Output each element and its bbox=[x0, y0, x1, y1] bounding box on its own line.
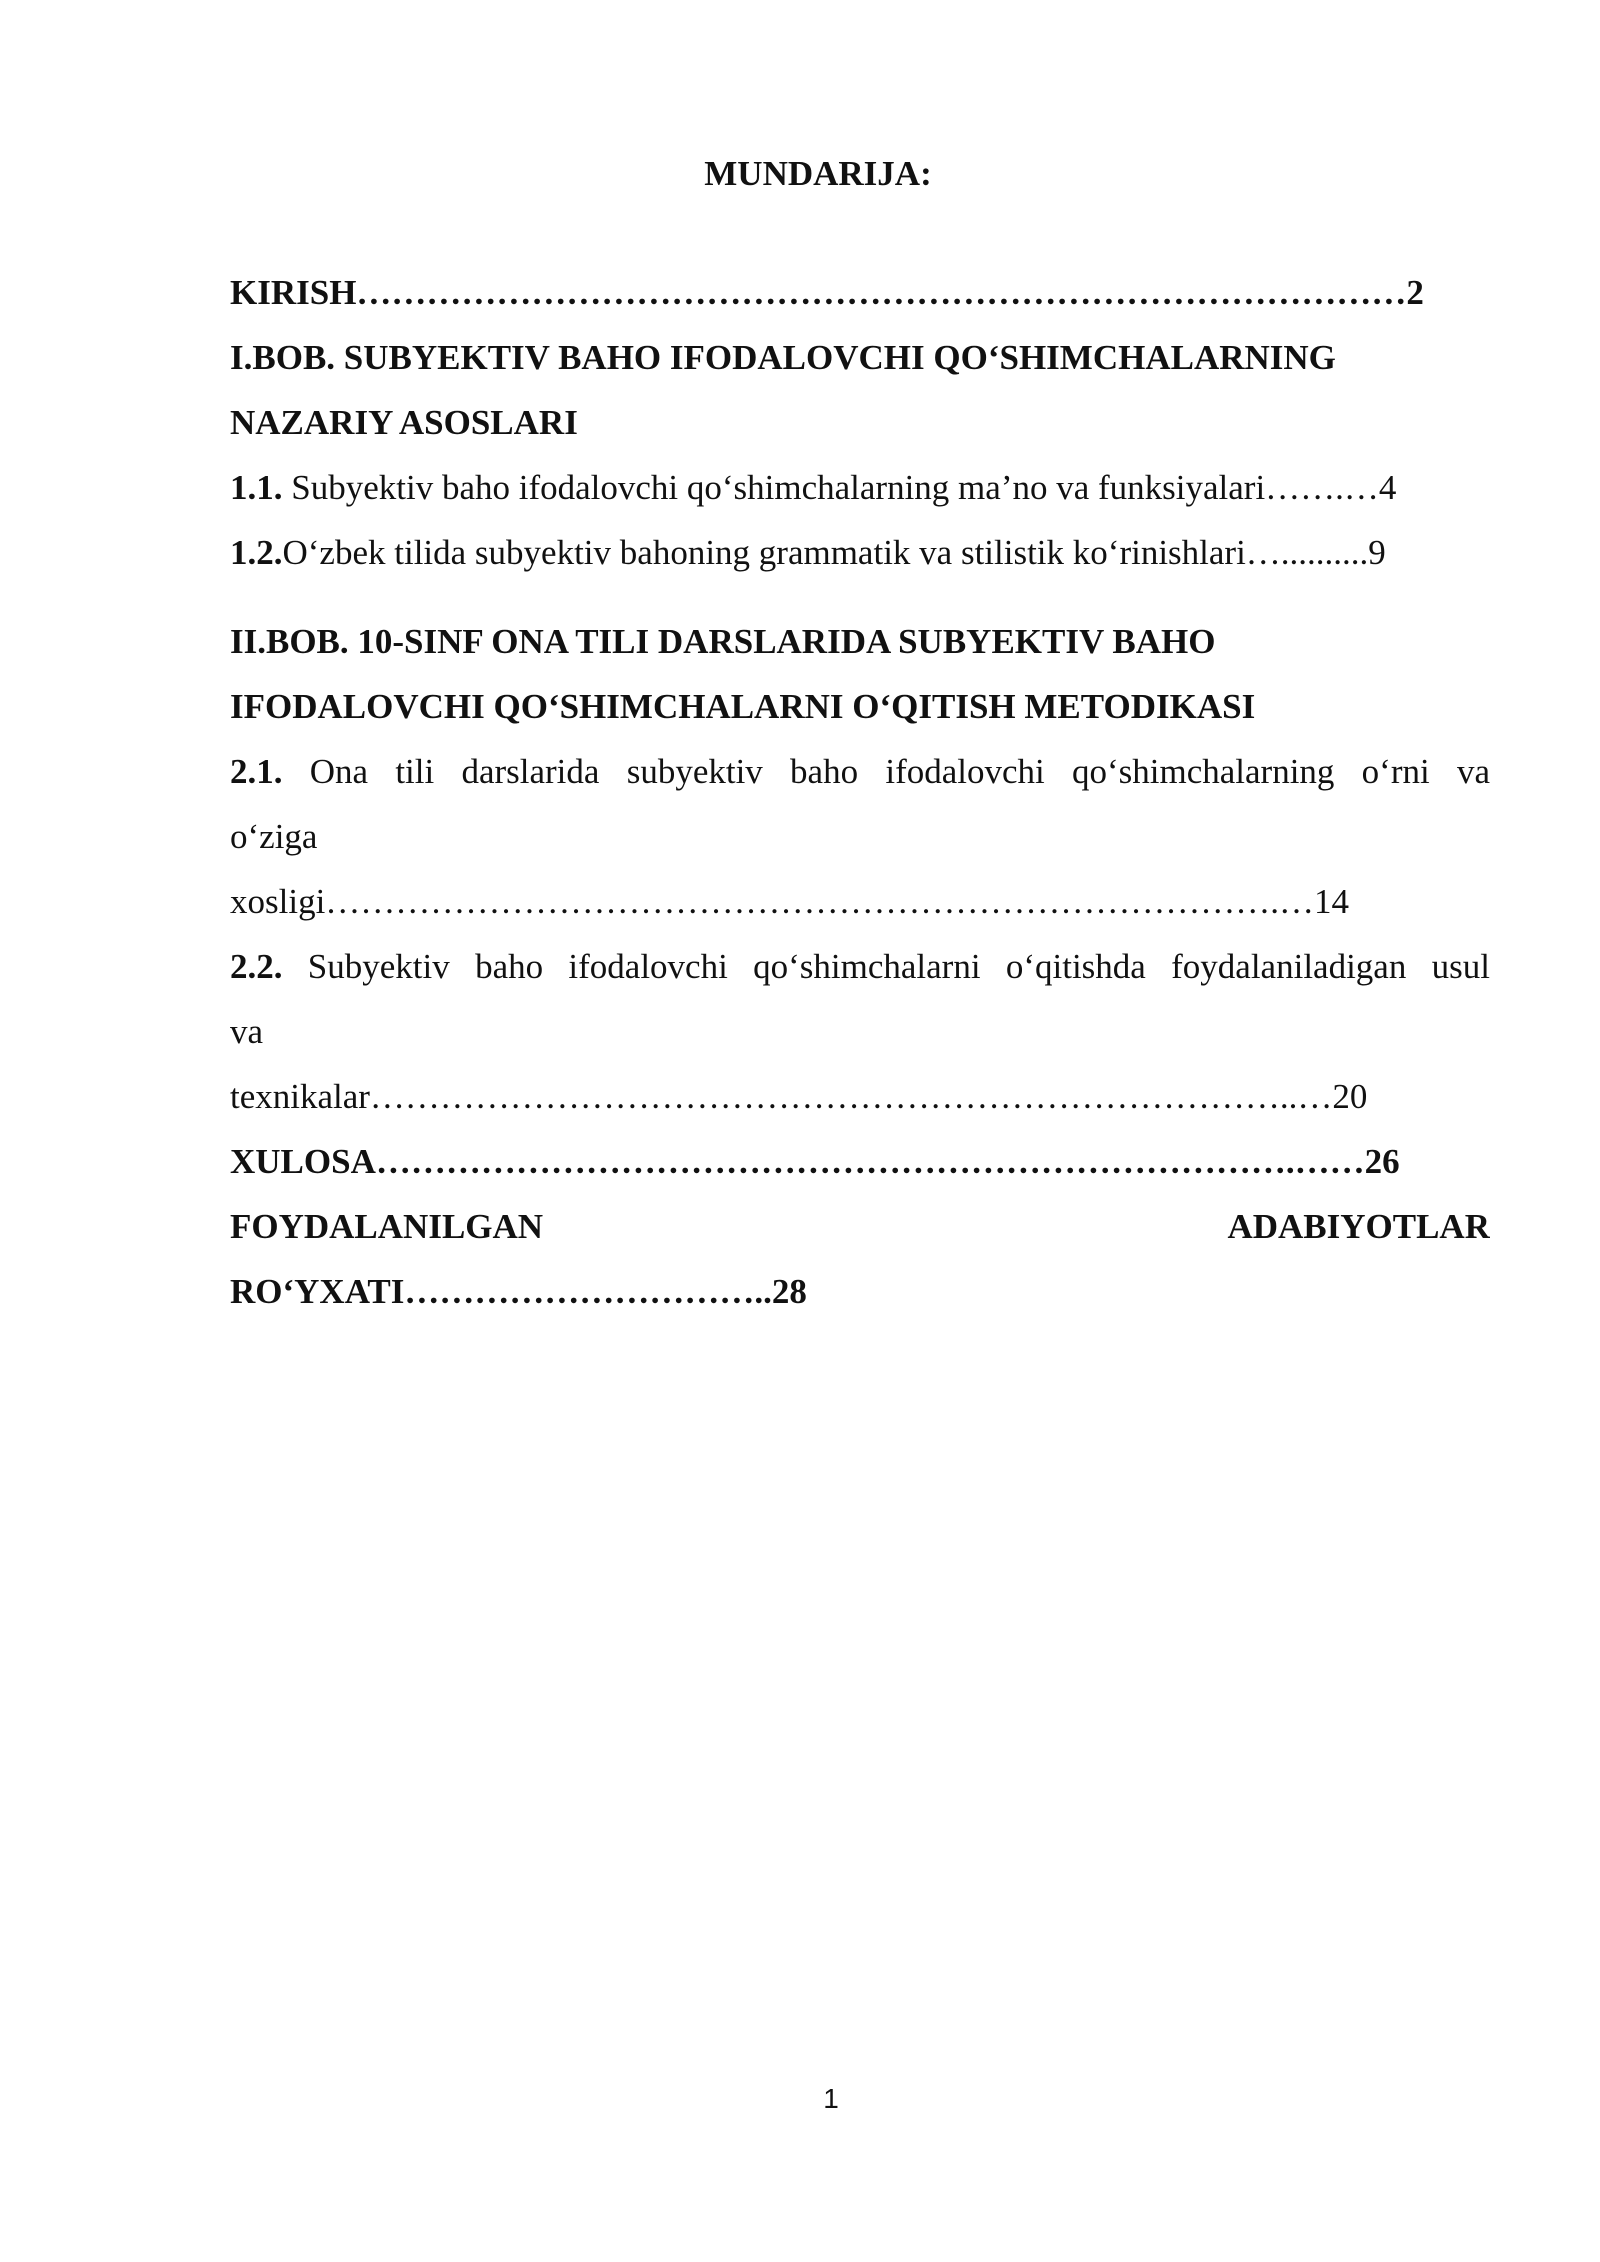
section-title: Subyektiv baho ifodalovchi qo‘shimchalarni o‘qitishda foydalaniladigan usul bbox=[282, 947, 1490, 986]
page-number: 1 bbox=[823, 2083, 839, 2114]
toc-word: ADABIYOTLAR bbox=[1227, 1207, 1490, 1246]
toc-section-2-1-cont: o‘ziga bbox=[230, 817, 318, 856]
section-number: 2.1. bbox=[230, 752, 283, 791]
section-number: 1.1. bbox=[230, 468, 283, 507]
toc-entry-adabiyotlar bbox=[230, 1194, 1490, 1259]
toc-section-2-1-page: xosligi……………………………………………………………………….…14 bbox=[230, 882, 1350, 921]
spacer bbox=[230, 585, 1490, 609]
table-of-contents bbox=[230, 260, 1490, 1324]
section-number: 2.2. bbox=[230, 947, 283, 986]
toc-section-2-1 bbox=[230, 739, 1490, 804]
toc-entry-kirish: KIRISH………………………………………………………………………………2 bbox=[230, 273, 1424, 312]
toc-chapter-2-heading-cont: IFODALOVCHI QO‘SHIMCHALARNI O‘QITISH METODIKASI bbox=[230, 687, 1256, 726]
toc-chapter-1-heading: I.BOB. SUBYEKTIV BAHO IFODALOVCHI QO‘SHIMCHALARNING bbox=[230, 338, 1336, 377]
toc-chapter-2-heading: II.BOB. 10-SINF ONA TILI DARSLARIDA SUBYEKTIV BAHO bbox=[230, 622, 1216, 661]
section-title: Subyektiv baho ifodalovchi qo‘shimchalarning ma’no va funksiyalari…….…4 bbox=[282, 468, 1397, 507]
section-title: Ona tili darslarida subyektiv baho ifodalovchi qo‘shimchalarning o‘rni va bbox=[282, 752, 1490, 791]
toc-entry-xulosa: XULOSA…………………………………………………………………….……26 bbox=[230, 1142, 1400, 1181]
toc-entry-adabiyotlar-cont: RO‘YXATI…………………………..28 bbox=[230, 1272, 807, 1311]
toc-word: FOYDALANILGAN bbox=[230, 1207, 544, 1246]
page-title: MUNDARIJA: bbox=[704, 154, 932, 193]
toc-section-2-2-page: texnikalar……………………………………………………………………..…20 bbox=[230, 1077, 1368, 1116]
toc-section-1-2 bbox=[230, 520, 1490, 585]
section-title: O‘zbek tilida subyektiv bahoning grammatik va stilistik ko‘rinishlari…..........9 bbox=[282, 533, 1386, 572]
toc-section-2-2-cont: va bbox=[230, 1012, 264, 1051]
toc-chapter-1-heading-cont: NAZARIY ASOSLARI bbox=[230, 403, 578, 442]
toc-section-1-1 bbox=[230, 455, 1490, 520]
toc-section-2-2 bbox=[230, 934, 1490, 999]
section-number: 1.2. bbox=[230, 533, 283, 572]
